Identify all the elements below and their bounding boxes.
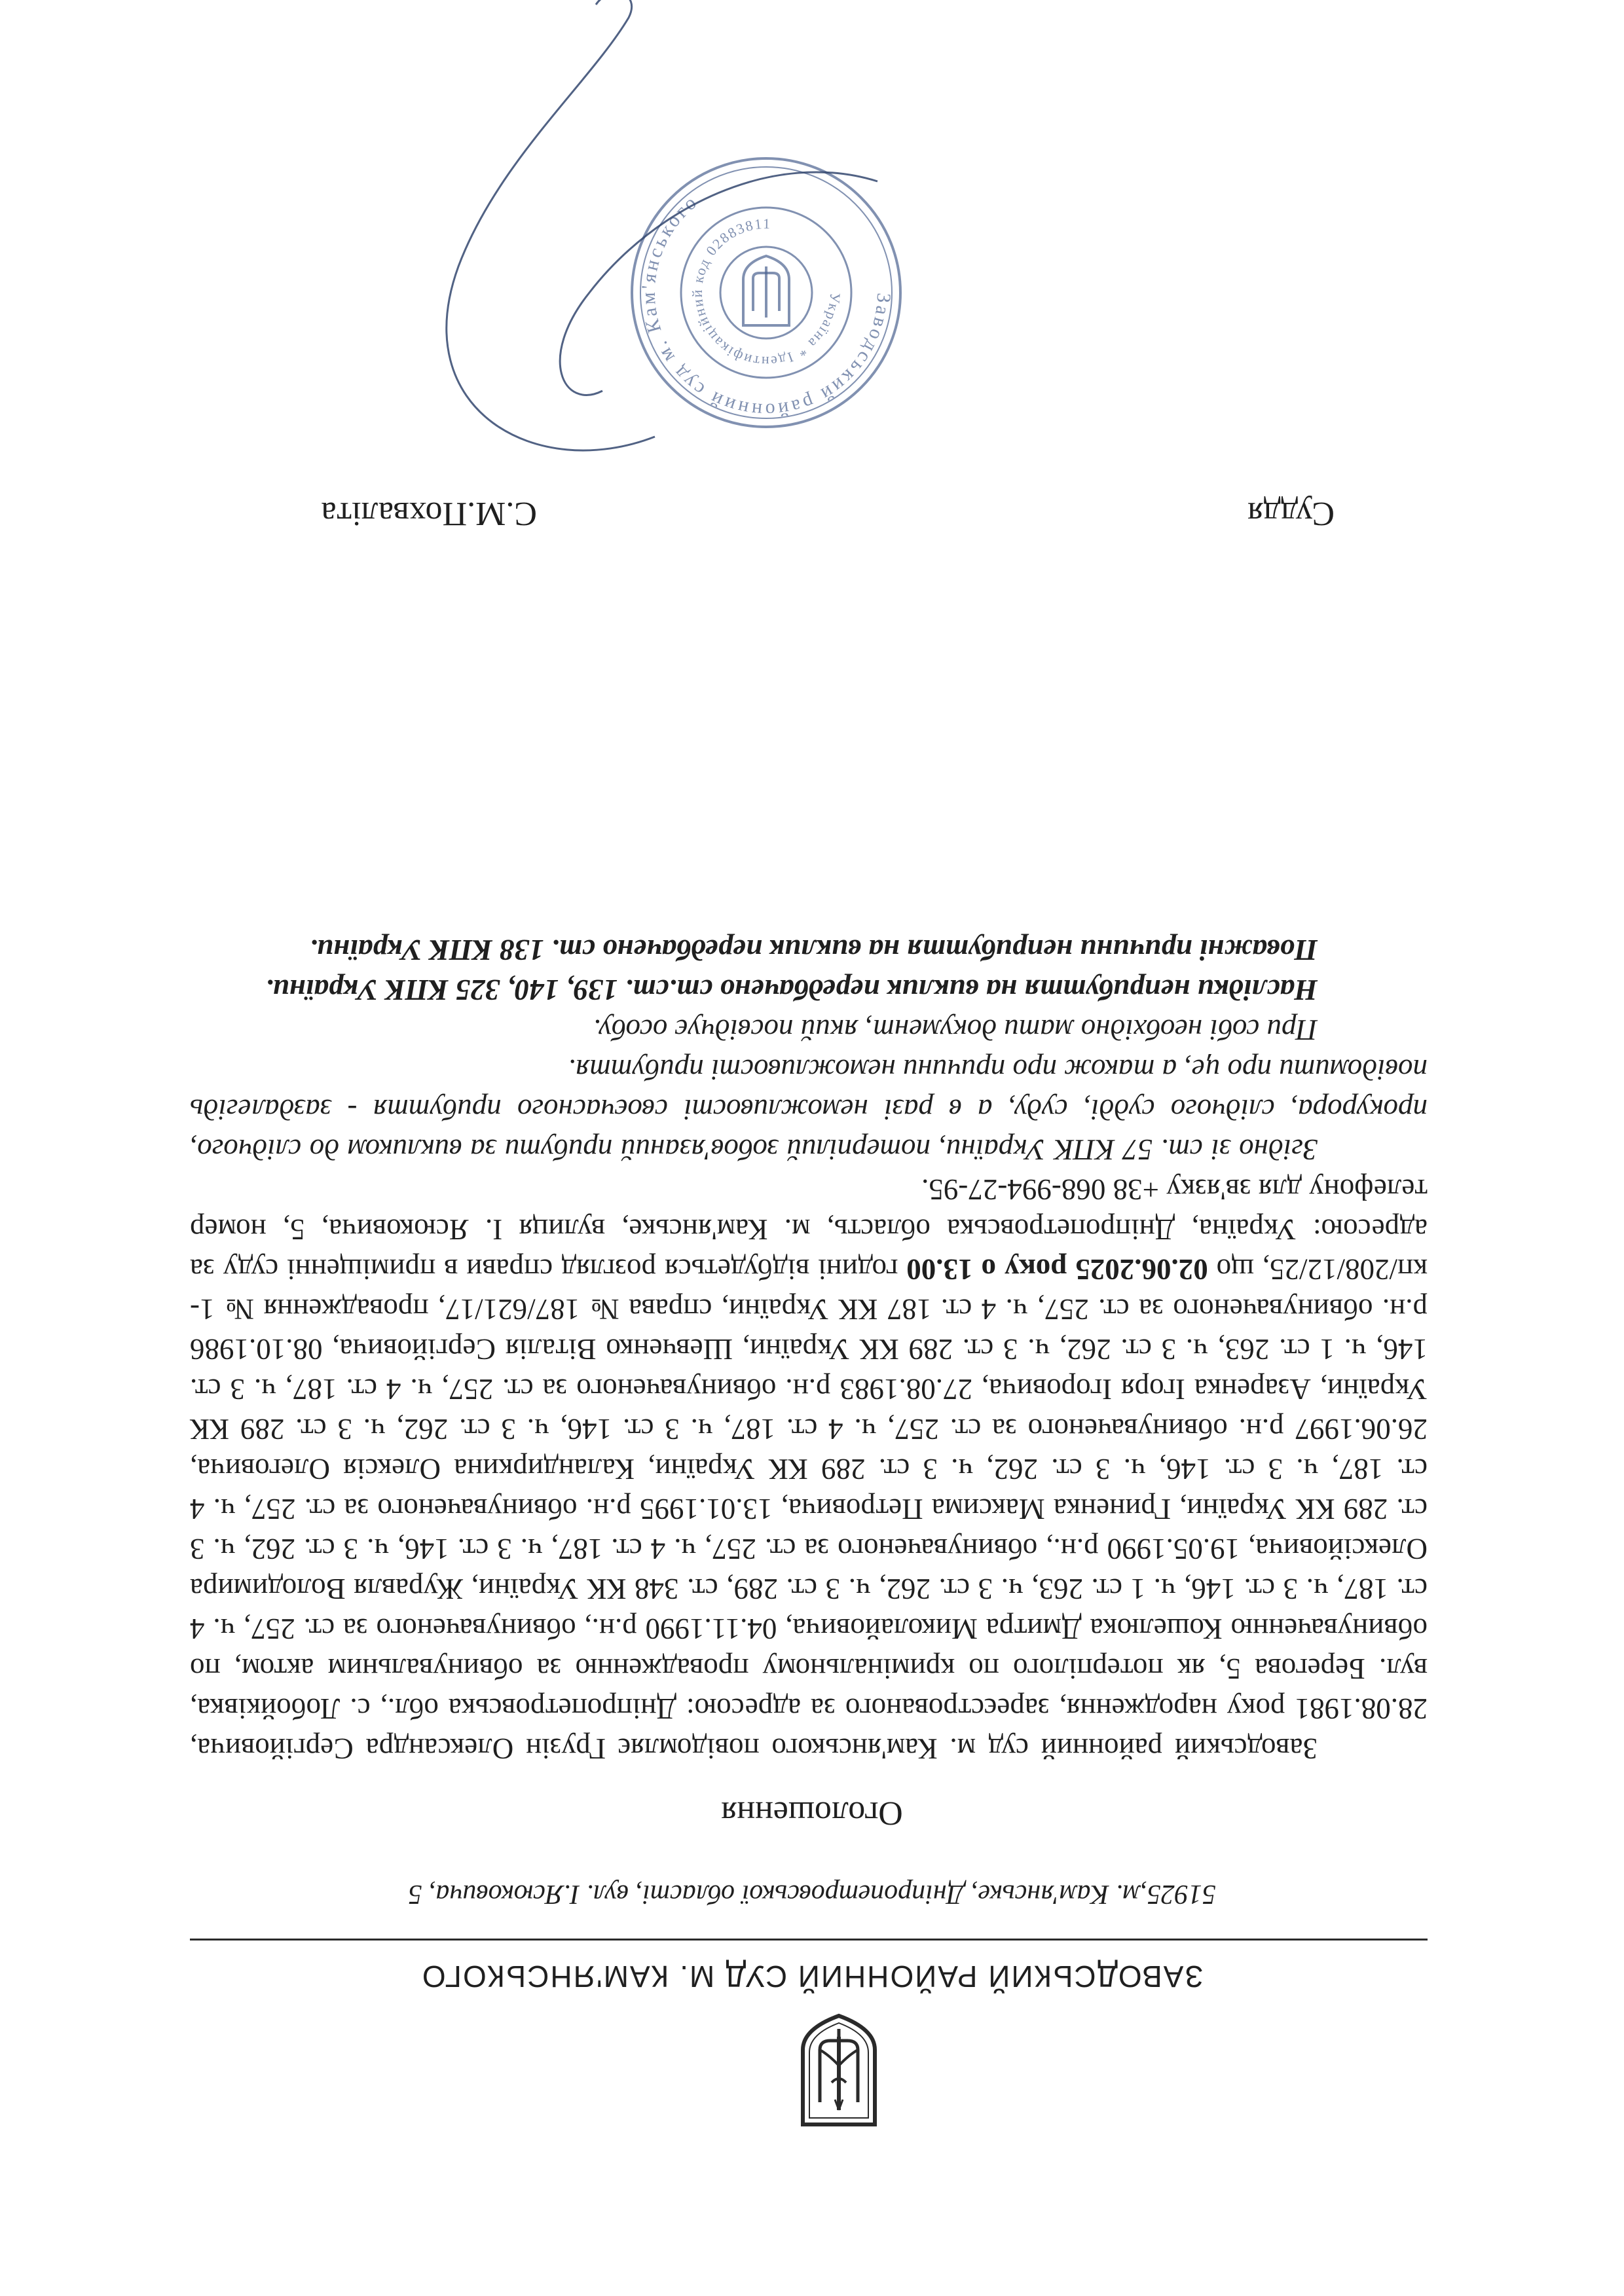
svg-text:Україна * Ідентифікаційний код [689,215,843,370]
notice-title: Оголошення [721,1795,903,1832]
court-name-heading: ЗАВОДСЬКИЙ РАЙОННИЙ СУД М. КАМ'ЯНСЬКОГО [420,1959,1204,1994]
hearing-time: 13.00 [906,1253,973,1286]
hearing-date: 02.06.2025 [1075,1253,1208,1286]
seal-outer-text: Заводський районний суд м. Кам'янського [637,190,895,422]
notice-paragraph-obligation: Згідно зі ст. 57 КПК України, потерпілий зобов'язаний прибути за викликом до слідчого, прокурора, слідчого судді, суду, а в разі неможливості своєчасного прибуття - заздалегідь повідомити про це, а також про причини неможливості прибуття. [190,1053,1428,1166]
notice-main-text: Заводський районний суд м. Кам'янського повідомляє Грузін Олександра Сергійовича, 28.08.1981 року народження, зареєстрованого за адресою: Дніпропетровська обл., с. Лобойківка, вул. Берегова 5, як потерпілого по кримінальному провадженню за обвинувальним актом, по обвинуваченню Кошелюка Дмитра Миколайовича, 04.11.1990 р.н., обвинуваченого за ст. 257, ч. 4 ст. 187, ч. 3 ст. 146, ч. 1 ст. 263, ч. 3 ст. 262, ч. 3 ст. 289, ст. 348 КК України, Журавля Володимира Олексійовича, 19.05.1990 р.н., обвинуваченого за ст. 257, ч. 4 ст. 187, ч. 3 ст. 146, ч. 3 ст. 262, ч. 3 ст. 289 КК України, Гриненка Максима Петровича, 13.01.1995 р.н. обвинуваченого за ст. 257, ч. 4 ст. 187, ч. 3 ст. 146, ч. 3 ст. 262, ч. 3 ст. 289 КК України, Каландиркина Олексія Олеговича, 26.06.1997 р.н. обвинуваченого за ст. 257, ч. 4 ст. 187, ч. 3 ст. 146, ч. 3 ст. 262, ч. 3 ст. 289 КК України, Азаренка Ігоря Ігоровича, 27.08.1983 р.н. обвинуваченого за ст. 257, ч. 4 ст. 187, ч. 3 ст. 146, ч. 1 ст. 263, ч. 3 ст. 262, ч. 3 ст. 289 КК України, Шевченко Віталія Сергійовича, 08.10.1986 р.н. обвинуваченого за ст. 257, ч. 4 ст. 187 КК України, справа № 187/621/17, провадження № 1-кп/208/12/25, що [190,1253,1428,1765]
header-divider [190,1939,1428,1941]
notice-body [190,930,1428,1768]
svg-text:Заводський районний суд м. Кам [638,191,895,421]
court-address: 51925,м. Кам'янське, Дніпропетровської області, вул. І.Ясюковича, 5 [408,1879,1216,1909]
trident-coat-of-arms-icon [798,2012,880,2128]
notice-paragraph-valid-reasons: Поважні причини неприбуття на виклик передбачено ст. 138 КПК України. [309,934,1318,966]
seal-inner-text: Україна * Ідентифікаційний код 02883811 [688,215,844,371]
hearing-date-suffix: року о [972,1253,1076,1286]
notice-main-text-end: годині відбудеться розгляд справи в приміщенні суду за адресою: Україна, Дніпропетровська область, м. Кам'янське, вулиця І. Ясюковича, 5, номер телефону для зв'язку +38 068-994-27-95. [190,1173,1428,1286]
judge-title: Суддя [1247,495,1335,532]
court-seal-stamp-icon [327,0,995,489]
notice-paragraph-consequences: Наслідки неприбуття на виклик передбачено ст.ст. 139, 140, 325 КПК України. [265,974,1318,1006]
notice-paragraph-document: При собі необхідно мати документ, який посвідчує особу. [593,1013,1318,1046]
notice-paragraph-main [190,1169,1428,1768]
judge-name: С.М.Похваліта [321,495,537,532]
